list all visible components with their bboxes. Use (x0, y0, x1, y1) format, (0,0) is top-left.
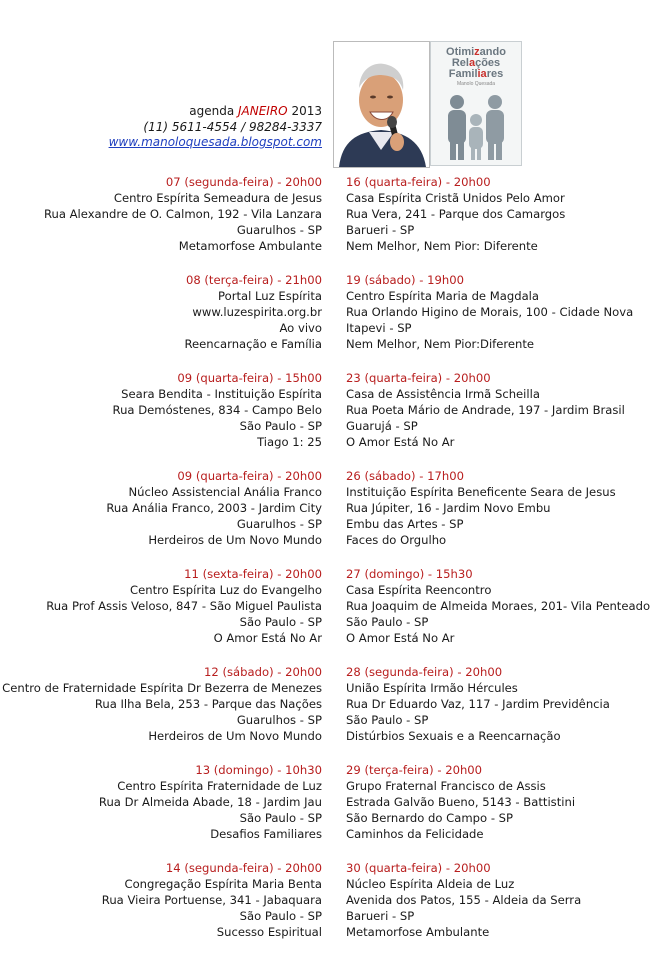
event-venue: Casa de Assistência Irmã Scheilla (346, 387, 540, 401)
event-address: Rua Orlando Higino de Morais, 100 - Cidade Nova (346, 305, 634, 319)
event-venue: Seara Bendita - Instituição Espírita (121, 387, 322, 401)
event-address: Rua Dr Eduardo Vaz, 117 - Jardim Previdência (346, 697, 610, 711)
event-topic: Nem Melhor, Nem Pior:Diferente (346, 337, 535, 351)
event-date: 09 (quarta-feira) - 20h00 (177, 469, 322, 483)
event-row (0, 566, 665, 664)
event-address: Rua Demóstenes, 834 - Campo Belo (112, 403, 322, 417)
event-date: 23 (quarta-feira) - 20h00 (346, 371, 491, 385)
event-address: Rua Dr Almeida Abade, 18 - Jardim Jau (98, 795, 322, 809)
event-city: Barueri - SP (346, 909, 415, 923)
event-venue: Centro Espírita Semeadura de Jesus (113, 191, 322, 205)
website-link[interactable]: www.manoloquesada.blogspot.com (108, 135, 322, 149)
book-title-line-3: Familiares (448, 68, 504, 80)
event-date: 30 (quarta-feira) - 20h00 (346, 861, 491, 875)
event-row (0, 370, 665, 468)
event-city: São Paulo - SP (239, 615, 322, 629)
event-entry-right (346, 174, 565, 254)
event-topic: Sucesso Espiritual (216, 925, 322, 939)
event-date: 09 (quarta-feira) - 15h00 (177, 371, 322, 385)
event-date: 19 (sábado) - 19h00 (346, 273, 464, 287)
event-topic: Herdeiros de Um Novo Mundo (148, 729, 322, 743)
event-address: Avenida dos Patos, 155 - Aldeia da Serra (346, 893, 582, 907)
event-date: 27 (domingo) - 15h30 (346, 567, 473, 581)
event-address: Estrada Galvão Bueno, 5143 - Battistini (346, 795, 576, 809)
event-venue: Centro de Fraternidade Espírita Dr Bezerra de Menezes (2, 681, 322, 695)
book-cover (430, 41, 522, 166)
event-topic: Caminhos da Felicidade (346, 827, 484, 841)
event-entry-right (346, 370, 625, 450)
event-topic: O Amor Está No Ar (346, 435, 455, 449)
agenda-year: 2013 (287, 104, 322, 118)
event-venue: União Espírita Irmão Hércules (346, 681, 518, 695)
event-entry-right (346, 272, 633, 352)
event-list (0, 174, 665, 958)
event-city: Guarulhos - SP (236, 517, 322, 531)
event-city: São Paulo - SP (239, 811, 322, 825)
event-date: 28 (segunda-feira) - 20h00 (346, 665, 503, 679)
event-entry-right (346, 860, 581, 940)
event-city: São Paulo - SP (239, 909, 322, 923)
event-topic: Faces do Orgulho (346, 533, 447, 547)
event-topic: O Amor Está No Ar (213, 631, 322, 645)
event-entry-right (346, 762, 575, 842)
event-entry-left (46, 566, 322, 646)
event-entry-left (2, 664, 322, 744)
event-date: 13 (domingo) - 10h30 (195, 763, 322, 777)
event-entry-left (106, 468, 322, 548)
event-address: Rua Poeta Mário de Andrade, 197 - Jardim Brasil (346, 403, 625, 417)
event-venue: Portal Luz Espírita (218, 289, 322, 303)
event-venue: Centro Espírita Luz do Evangelho (130, 583, 322, 597)
event-entry-right (346, 566, 650, 646)
event-topic: Metamorfose Ambulante (178, 239, 322, 253)
event-address: www.luzespirita.org.br (192, 305, 322, 319)
event-city: Guarulhos - SP (236, 713, 322, 727)
event-entry-left (44, 174, 322, 254)
phone-numbers: (11) 5611-4554 / 98284-3337 (143, 119, 322, 134)
event-address: Rua Prof Assis Veloso, 847 - São Miguel Paulista (46, 599, 322, 613)
event-city: Embu das Artes - SP (346, 517, 464, 531)
event-date: 29 (terça-feira) - 20h00 (346, 763, 483, 777)
event-date: 11 (sexta-feira) - 20h00 (184, 567, 322, 581)
event-address: Rua Alexandre de O. Calmon, 192 - Vila Lanzara (43, 207, 322, 221)
event-city: Barueri - SP (346, 223, 415, 237)
agenda-label: agenda (189, 104, 238, 118)
event-venue: Congregação Espírita Maria Benta (124, 877, 322, 891)
event-topic: Tiago 1: 25 (257, 435, 322, 449)
event-city: São Paulo - SP (346, 713, 429, 727)
event-address: Rua Anália Franco, 2003 - Jardim City (106, 501, 322, 515)
event-venue: Núcleo Espírita Aldeia de Luz (346, 877, 515, 891)
event-entry-right (346, 468, 616, 548)
event-address: Rua Ilha Bela, 253 - Parque das Nações (94, 697, 322, 711)
event-date: 08 (terça-feira) - 21h00 (185, 273, 322, 287)
event-entry-left (185, 272, 323, 352)
event-topic: Distúrbios Sexuais e a Reencarnação (346, 729, 561, 743)
speaker-photo (333, 41, 430, 168)
event-date: 26 (sábado) - 17h00 (346, 469, 464, 483)
event-city: São Paulo - SP (346, 615, 429, 629)
event-address: Rua Vera, 241 - Parque dos Camargos (346, 207, 566, 221)
agenda-title (109, 104, 322, 120)
header-text (109, 104, 322, 151)
event-city: Itapevi - SP (346, 321, 412, 335)
event-venue: Grupo Fraternal Francisco de Assis (346, 779, 546, 793)
event-date: 07 (segunda-feira) - 20h00 (165, 175, 322, 189)
event-venue: Instituição Espírita Beneficente Seara de Jesus (346, 485, 616, 499)
event-entry-left (113, 370, 322, 450)
event-venue: Centro Espírita Fraternidade de Luz (117, 779, 322, 793)
event-venue: Casa Espírita Reencontro (346, 583, 492, 597)
event-row (0, 174, 665, 272)
event-venue: Casa Espírita Cristã Unidos Pelo Amor (346, 191, 565, 205)
event-row (0, 664, 665, 762)
event-venue: Núcleo Assistencial Anália Franco (128, 485, 322, 499)
event-topic: Desafios Familiares (210, 827, 322, 841)
event-address: Rua Joaquim de Almeida Moraes, 201- Vila Penteado (346, 599, 651, 613)
event-entry-left (99, 762, 322, 842)
book-title-line-1: Otimizando (446, 46, 506, 58)
book-author: Manolo Quesada (456, 81, 496, 87)
event-row (0, 860, 665, 958)
event-address: Rua Júpiter, 16 - Jardim Novo Embu (346, 501, 551, 515)
event-venue: Centro Espírita Maria de Magdala (346, 289, 540, 303)
event-topic: O Amor Está No Ar (346, 631, 455, 645)
event-row (0, 762, 665, 860)
event-date: 14 (segunda-feira) - 20h00 (165, 861, 322, 875)
event-date: 16 (quarta-feira) - 20h00 (346, 175, 491, 189)
book-title-line-2: Relações (451, 57, 501, 69)
event-city: Ao vivo (279, 321, 322, 335)
event-date: 12 (sábado) - 20h00 (204, 665, 322, 679)
agenda-month: JANEIRO (238, 104, 288, 118)
family-figures-icon (437, 90, 517, 162)
event-entry-right (346, 664, 610, 744)
event-city: Guarujá - SP (346, 419, 418, 433)
event-topic: Herdeiros de Um Novo Mundo (148, 533, 322, 547)
event-row (0, 468, 665, 566)
event-city: São Bernardo do Campo - SP (346, 811, 514, 825)
page-header (0, 0, 665, 170)
event-entry-left (102, 860, 322, 940)
event-topic: Nem Melhor, Nem Pior: Diferente (346, 239, 538, 253)
event-topic: Reencarnação e Família (184, 337, 322, 351)
event-city: Guarulhos - SP (236, 223, 322, 237)
event-row (0, 272, 665, 370)
event-address: Rua Vieira Portuense, 341 - Jabaquara (101, 893, 322, 907)
event-topic: Metamorfose Ambulante (346, 925, 490, 939)
event-city: São Paulo - SP (239, 419, 322, 433)
